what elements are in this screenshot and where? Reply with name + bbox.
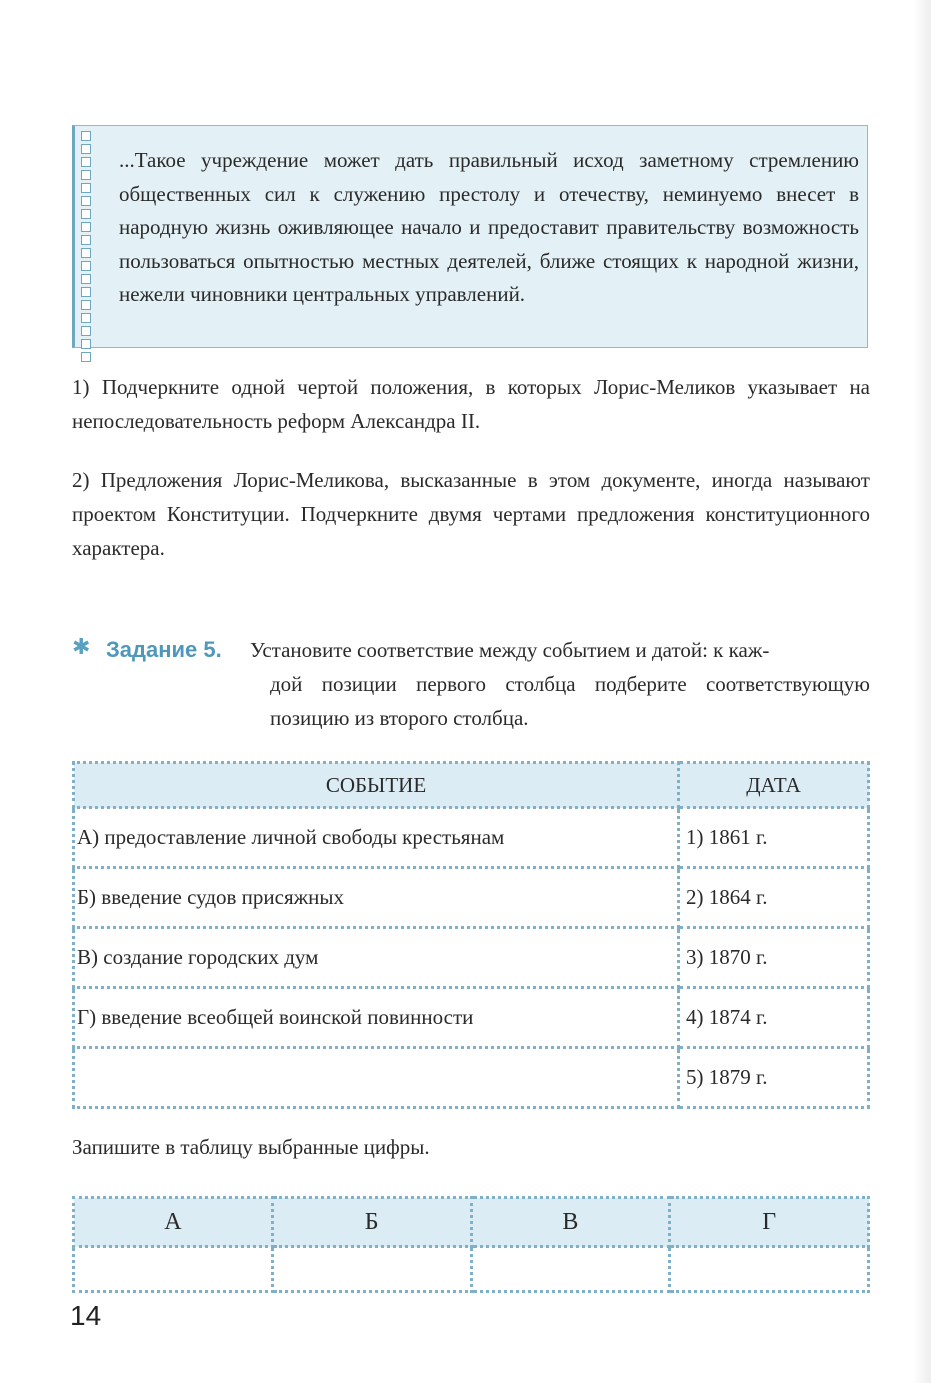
date-cell: 5) 1879 г.: [679, 1048, 869, 1108]
event-cell: Г) введение всеобщей воинской повинности: [74, 988, 679, 1048]
table-row: [74, 928, 869, 988]
answer-cell-b[interactable]: [272, 1247, 471, 1292]
question-2: 2) Предложения Лорис-Меликова, высказанные в этом документе, иногда называют проектом Конституции. Подчеркните двумя чертами предложения конституционного характера.: [72, 468, 870, 560]
event-cell: Б) введение судов присяжных: [74, 868, 679, 928]
event-cell: В) создание городских дум: [74, 928, 679, 988]
page-edge-shadow: [913, 0, 931, 1383]
table-row: [74, 808, 869, 868]
answer-cell-g[interactable]: [670, 1247, 869, 1292]
table-row: [74, 868, 869, 928]
answer-header-b: Б: [272, 1198, 471, 1247]
date-cell: 1) 1861 г.: [679, 808, 869, 868]
header-date: ДАТА: [679, 763, 869, 808]
page-number: 14: [70, 1300, 102, 1331]
table-row: [74, 988, 869, 1048]
quote-border-squares-decoration: [81, 131, 93, 365]
answer-cell-v[interactable]: [471, 1247, 670, 1292]
date-cell: 4) 1874 г.: [679, 988, 869, 1048]
event-cell: А) предоставление личной свободы крестьянам: [74, 808, 679, 868]
asterisk-icon: ✱: [72, 635, 91, 660]
date-cell: 2) 1864 г.: [679, 868, 869, 928]
task-label: Задание 5.: [106, 637, 222, 662]
task-text-rest: дой позиции первого столбца подберите соответствующую позицию из второго столбца.: [270, 672, 870, 730]
task-text-line1: Установите соответствие между событием и датой: к каж-: [250, 638, 770, 662]
event-cell: [74, 1048, 679, 1108]
answer-table: [72, 1196, 870, 1293]
question-1: 1) Подчеркните одной чертой положения, в которых Лорис-Меликов указывает на непоследовательность реформ Александра II.: [72, 375, 870, 433]
answer-header-g: Г: [670, 1198, 869, 1247]
answer-instruction: Запишите в таблицу выбранные цифры.: [72, 1135, 430, 1159]
answer-cell-a[interactable]: [74, 1247, 273, 1292]
answer-header-v: В: [471, 1198, 670, 1247]
task-5: [72, 633, 872, 743]
header-event: СОБЫТИЕ: [74, 763, 679, 808]
date-cell: 3) 1870 г.: [679, 928, 869, 988]
match-table: [72, 761, 870, 1109]
quote-text: ...Такое учреждение может дать правильный исход заметному стремлению общественных сил к служению престолу и отечеству, неминуемо внесет в народную жизнь оживляющее начало и предоставит правительству возможность пользоваться опытностью местных деятелей, ближе стоящих к народной жизни, нежели чиновники центральных управлений.: [119, 148, 859, 307]
table-row: [74, 1048, 869, 1108]
answer-header-a: А: [74, 1198, 273, 1247]
document-quote-box: [72, 125, 868, 348]
